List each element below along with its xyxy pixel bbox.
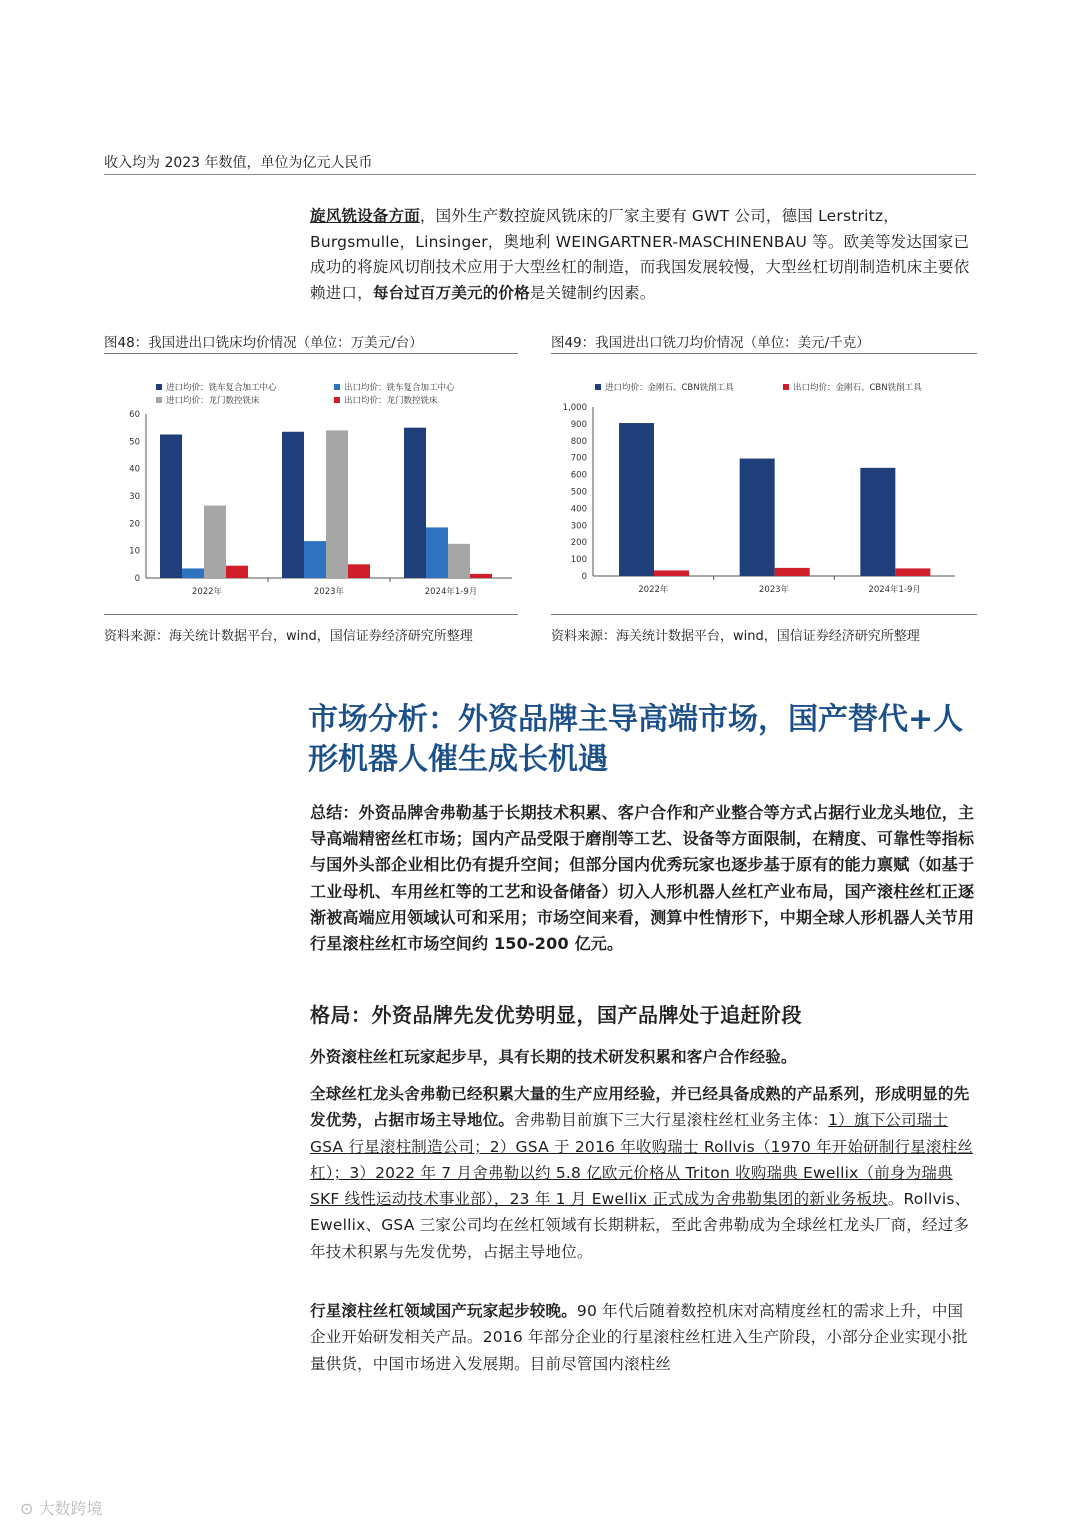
y-tick-label: 30 [129, 492, 140, 502]
x-tick-label: 2022年 [191, 587, 223, 597]
fig49-source: 资料来源：海关统计数据平台，wind，国信证券经济研究所整理 [551, 629, 920, 644]
legend-label: 进口均价：铣车复合加工中心 [166, 383, 277, 393]
bar-2024年1-9月-1 [895, 568, 930, 576]
bar-2024年1-9月-0 [860, 468, 895, 576]
fig49-chart [551, 368, 977, 603]
bar-2024年1-9月-1 [426, 527, 448, 578]
y-tick-label: 600 [570, 470, 587, 481]
y-tick-label: 40 [129, 464, 140, 475]
y-tick-label: 900 [570, 419, 587, 430]
bar-2023年-3 [348, 564, 370, 578]
p2-text1: 舍弗勒目前旗下三大行星滚柱丝杠业务主体： [514, 1111, 829, 1130]
y-tick-label: 700 [570, 453, 587, 464]
fig48-source: 资料来源：海关统计数据平台，wind，国信证券经济研究所整理 [104, 629, 473, 644]
y-tick-label: 0 [581, 572, 587, 582]
bar-2022年-3 [226, 566, 248, 578]
fig48-chart [104, 368, 520, 603]
y-tick-label: 10 [129, 546, 140, 557]
y-tick-label: 500 [570, 487, 587, 498]
fig48-title: 图48：我国进出口铣床均价情况（单位：万美元/台） [104, 335, 423, 351]
intro-text1: ，国外生产数控旋风铣床的厂家主要有 GWT 公司，德国 Lerstritz，Burgsmulle，Linsinger，奥地利 WEINGARTNER-MASCHINENBAU 等。欧美等发达国家已成功的将旋风切削技术应用于大型丝杠的制造，而我国发展较慢，大型丝杠切削制造机床主要依赖进口， [310, 207, 970, 302]
legend-swatch [156, 384, 162, 390]
legend-label: 出口均价：龙门数控铣床 [344, 396, 438, 406]
bar-2024年1-9月-3 [470, 574, 492, 578]
bar-2022年-0 [619, 423, 654, 576]
legend-swatch [334, 397, 340, 403]
y-tick-label: 60 [129, 410, 140, 420]
y-tick-label: 0 [134, 574, 140, 584]
p3-text: 90 年代后随着数控机床对高精度丝杠的需求上升，中国企业开始研发相关产品。2016 年部分企业的行星滚柱丝杠进入生产阶段，小部分企业实现小批量供货，中国市场进入发展期。目前尽管国内滚柱丝 [310, 1302, 968, 1373]
section-title: 市场分析：外资品牌主导高端市场，国产替代+人形机器人催生成长机遇 [308, 702, 964, 777]
header-rule [104, 174, 976, 175]
watermark-icon: ⊙ [20, 1499, 34, 1518]
bar-2023年-1 [775, 568, 810, 576]
legend-swatch [783, 384, 789, 390]
bar-2022年-1 [654, 570, 689, 576]
intro-paragraph [310, 204, 978, 306]
bar-2023年-1 [304, 541, 326, 578]
y-tick-label: 400 [570, 504, 587, 515]
y-tick-label: 300 [570, 521, 587, 532]
y-tick-label: 100 [570, 555, 587, 566]
bar-2023年-0 [282, 432, 304, 578]
p1-bold-line: 外资滚柱丝杠玩家起步早，具有长期的技术研发积累和客户合作经验。 [310, 1048, 797, 1066]
bar-2024年1-9月-0 [404, 428, 426, 578]
x-tick-label: 2024年1-9月 [868, 585, 921, 595]
bar-2023年-2 [326, 430, 348, 578]
fig49-rule [551, 353, 977, 354]
section-subhead: 格局：外资品牌先发优势明显，国产品牌处于追赶阶段 [310, 1003, 802, 1027]
intro-lead: 旋风铣设备方面 [310, 207, 420, 225]
p2-text2: 。Rollvis、Ewellix、GSA 三家公司均在丝杠领域有长期耕耘，至此舍弗勒成为全球丝杠龙头厂商，经过多年技术积累与先发优势，占据主导地位。 [310, 1190, 971, 1261]
bar-2022年-1 [182, 568, 204, 578]
p2-underline: 1）旗下公司瑞士 GSA 行星滚柱制造公司；2）GSA 于 2016 年收购瑞士 Rollvis（1970 年开始研制行星滚柱丝杠）；3）2022 年 7 月舍弗勒以约 5.8 亿欧元价格从 Triton 收购瑞典 Ewellix（前身为瑞典 SKF 线性运动技术事业部），23 年 1 月 Ewellix 正式成为舍弗勒集团的新业务板块 [310, 1111, 974, 1209]
y-tick-label: 50 [129, 437, 140, 448]
x-tick-label: 2023年 [313, 587, 345, 597]
p2-paragraph [310, 1081, 978, 1265]
legend-label: 出口均价：金刚石、CBN铣削工具 [793, 383, 922, 393]
legend-swatch [156, 397, 162, 403]
legend-label: 进口均价：金刚石、CBN铣削工具 [605, 383, 734, 393]
watermark-logo [20, 1496, 103, 1519]
p2-bold: 全球丝杠龙头舍弗勒已经积累大量的生产应用经验，并已经具备成熟的产品系列，形成明显的先发优势，占据市场主导地位。 [310, 1085, 970, 1130]
legend-label: 进口均价：龙门数控铣床 [166, 396, 260, 406]
summary-paragraph: 总结：外资品牌舍弗勒基于长期技术积累、客户合作和产业整合等方式占据行业龙头地位，主导高端精密丝杠市场；国内产品受限于磨削等工艺、设备等方面限制，在精度、可靠性等指标与国外头部企业相比仍有提升空间；但部分国内优秀玩家也逐步基于原有的能力禀赋（如基于工业母机、车用丝杠等的工艺和设备储备）切入人形机器人丝杠产业布局，国产滚柱丝杠正逐渐被高端应用领域认可和采用；市场空间来看，测算中性情形下，中期全球人形机器人关节用行星滚柱丝杠市场空间约 150-200 亿元。 [310, 803, 975, 954]
y-tick-label: 800 [570, 436, 587, 447]
p3-paragraph [310, 1298, 978, 1377]
y-tick-label: 1,000 [562, 403, 587, 413]
fig48-rule [104, 353, 518, 354]
header-note: 收入均为 2023 年数值，单位为亿元人民币 [104, 155, 373, 171]
legend-label: 出口均价：铣车复合加工中心 [344, 383, 455, 393]
fig49-title: 图49：我国进出口铣刀均价情况（单位：美元/千克） [551, 335, 870, 351]
y-tick-label: 20 [129, 519, 140, 530]
y-tick-label: 200 [570, 538, 587, 549]
bar-2023年-0 [740, 459, 775, 576]
fig48-bottom-rule [104, 614, 518, 615]
bar-2022年-0 [160, 435, 182, 579]
bar-2024年1-9月-2 [448, 544, 470, 578]
legend-swatch [595, 384, 601, 390]
x-tick-label: 2023年 [758, 585, 790, 595]
watermark-text: 大数跨境 [38, 1499, 103, 1518]
intro-text2: 是关键制约因素。 [529, 283, 656, 302]
p3-bold: 行星滚柱丝杠领域国产玩家起步较晚。 [310, 1302, 577, 1320]
x-tick-label: 2022年 [638, 585, 669, 595]
x-tick-label: 2024年1-9月 [424, 587, 478, 597]
bar-2022年-2 [204, 506, 226, 578]
legend-swatch [334, 384, 340, 390]
intro-bold: 每台过百万美元的价格 [372, 283, 530, 302]
fig49-bottom-rule [551, 614, 977, 615]
